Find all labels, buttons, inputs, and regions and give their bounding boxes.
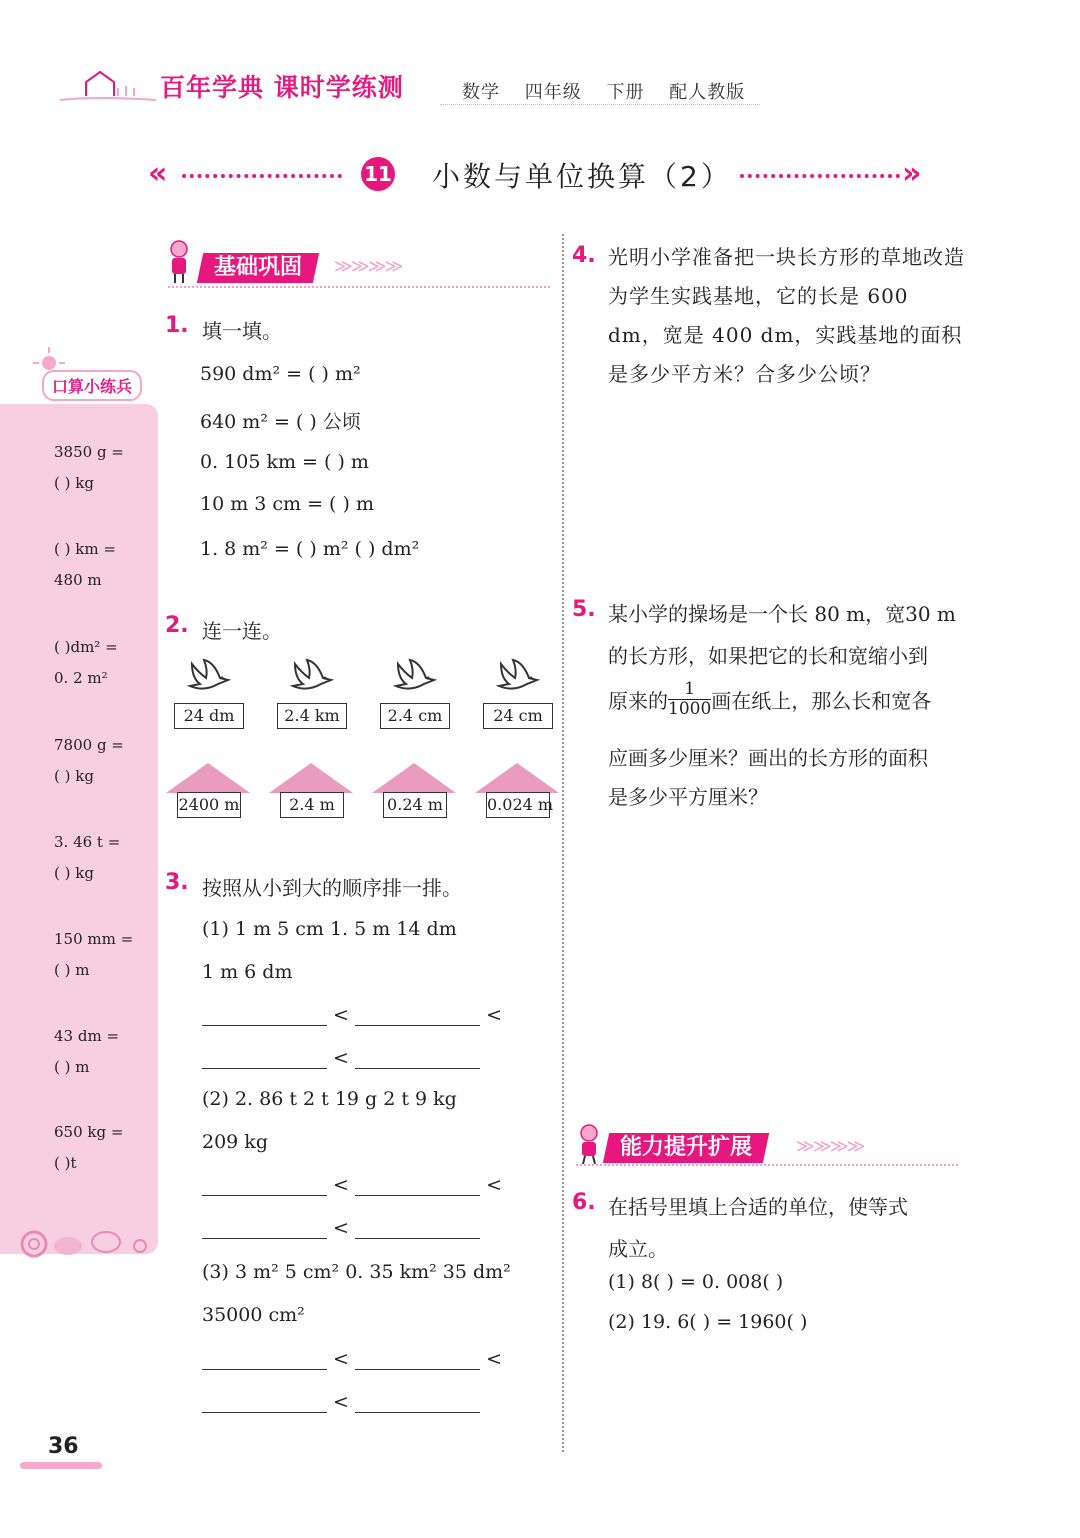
- q3-answer-row: < <: [202, 1174, 502, 1196]
- q5-line5: 是多少平方厘米？: [608, 785, 768, 809]
- answer-blank[interactable]: [202, 1175, 327, 1196]
- q2-bottom-box[interactable]: 2400 m: [177, 792, 241, 818]
- q1-line: 640 m² = ( ) 公顷: [200, 411, 361, 433]
- dove-icon: [184, 656, 232, 704]
- q4-text: 光明小学准备把一块长方形的草地改造为学生实践基地，它的长是 600 dm，宽是 400 dm，实践基地的面积是多少平方米？合多少公顷？: [608, 245, 965, 386]
- q2-top-box[interactable]: 2.4 km: [277, 703, 347, 729]
- q1-line: 590 dm² = ( ) m²: [200, 363, 361, 385]
- section-advanced-arrows: ≫≫≫≫: [796, 1136, 864, 1157]
- dove-icon: [390, 656, 438, 704]
- lesson-number: 11: [361, 157, 395, 191]
- sidebar-item: 150 mm = ( ) m: [54, 930, 134, 979]
- header-edition: 配人教版: [669, 82, 746, 103]
- q3-part1-line2: 1 m 6 dm: [202, 961, 293, 983]
- house-roof: [166, 763, 250, 793]
- q1-number: 1.: [165, 313, 189, 338]
- q6-line2: 成立。: [608, 1237, 668, 1261]
- q5-line1: 某小学的操场是一个长 80 m，宽30 m: [608, 602, 956, 626]
- q3-part2-line1: (2) 2. 86 t 2 t 19 g 2 t 9 kg: [202, 1088, 457, 1110]
- title-right-chevron-icon: »: [902, 156, 922, 191]
- answer-blank[interactable]: [202, 1349, 327, 1370]
- header-underline: [440, 104, 760, 105]
- sidebar-item: 43 dm = ( ) m: [54, 1027, 120, 1076]
- title-right-dots: [740, 174, 900, 178]
- q5-line3: 原来的 $\frac{1}{1000}$ 画在纸上，那么长和宽各: [608, 679, 932, 719]
- q3-number: 3.: [165, 870, 189, 895]
- header-subject: 数学: [462, 82, 500, 103]
- q5-fraction: $\frac{1}{1000}$: [668, 679, 712, 719]
- sidebar-item: 650 kg = ( )t: [54, 1123, 124, 1172]
- section-advanced-banner: 能力提升扩展: [603, 1133, 769, 1163]
- header-subtitle: [462, 78, 763, 104]
- q5-line2: 的长方形，如果把它的长和宽缩小到: [608, 644, 928, 668]
- q6-part: (1) 8( ) = 0. 008( ): [608, 1271, 784, 1293]
- q2-top-box[interactable]: 2.4 cm: [380, 703, 450, 729]
- q3-answer-row: < <: [202, 1004, 502, 1026]
- q2-prompt: 连一连。: [202, 619, 282, 643]
- q2-bottom-box[interactable]: 0.024 m: [486, 792, 550, 818]
- q3-prompt: 按照从小到大的顺序排一排。: [202, 876, 462, 900]
- q6-number: 6.: [572, 1190, 596, 1215]
- q2-bottom-box[interactable]: 0.24 m: [383, 792, 447, 818]
- header-volume: 下册: [606, 82, 645, 103]
- girl-mascot-icon: [166, 240, 192, 284]
- q1-line: 0. 105 km = ( ) m: [200, 451, 369, 473]
- sidebar-item: 3. 46 t = ( ) kg: [54, 833, 121, 882]
- q2-number: 2.: [165, 613, 189, 638]
- girl-mascot-icon: [574, 1124, 604, 1164]
- page-number-bar: [20, 1462, 102, 1469]
- column-divider: [562, 234, 564, 1452]
- q3-part1-line1: (1) 1 m 5 cm 1. 5 m 14 dm: [202, 918, 457, 940]
- sidebar-item: ( ) km = 480 m: [54, 540, 116, 589]
- q2-top-box[interactable]: 24 cm: [483, 703, 553, 729]
- q1-line: 1. 8 m² = ( ) m² ( ) dm²: [200, 538, 420, 560]
- page-number: 36: [48, 1434, 79, 1459]
- header-house-icon: [56, 66, 166, 106]
- q6-part: (2) 19. 6( ) = 1960( ): [608, 1311, 808, 1333]
- q2-top-box[interactable]: 24 dm: [174, 703, 244, 729]
- house-roof: [269, 763, 353, 793]
- answer-blank[interactable]: [355, 1349, 480, 1370]
- lesson-title: 小数与单位换算（2）: [432, 160, 732, 193]
- sidebar-swirl-decoration-icon: [16, 1224, 156, 1266]
- q3-answer-row: <: [202, 1217, 480, 1239]
- header-brand: 百年学典 课时学练测: [160, 73, 404, 102]
- q2-bottom-box[interactable]: 2.4 m: [280, 792, 344, 818]
- q4-number: 4.: [572, 243, 596, 268]
- answer-blank[interactable]: [355, 1005, 480, 1026]
- section-basic-underline: [168, 286, 550, 288]
- q1-line: 10 m 3 cm = ( ) m: [200, 493, 374, 515]
- answer-blank[interactable]: [355, 1048, 480, 1069]
- q3-part2-line2: 209 kg: [202, 1131, 268, 1153]
- section-advanced-underline: [576, 1164, 958, 1166]
- q3-part3-line1: (3) 3 m² 5 cm² 0. 35 km² 35 dm²: [202, 1261, 511, 1283]
- title-left-dots: [182, 174, 342, 178]
- q3-answer-row: <: [202, 1047, 480, 1069]
- answer-blank[interactable]: [355, 1392, 480, 1413]
- q3-answer-row: <: [202, 1391, 480, 1413]
- answer-blank[interactable]: [355, 1218, 480, 1239]
- q1-prompt: 填一填。: [202, 319, 282, 343]
- dove-icon: [493, 656, 541, 704]
- sidebar-item: 7800 g = ( ) kg: [54, 736, 124, 785]
- dove-icon: [287, 656, 335, 704]
- q5-number: 5.: [572, 597, 596, 622]
- q3-part3-line2: 35000 cm²: [202, 1304, 305, 1326]
- sidebar-title: 口算小练兵: [42, 370, 142, 401]
- house-roof: [372, 763, 456, 793]
- header-grade: 四年级: [524, 82, 582, 103]
- q5-line4: 应画多少厘米？画出的长方形的面积: [608, 746, 928, 770]
- answer-blank[interactable]: [202, 1392, 327, 1413]
- q3-answer-row: < <: [202, 1348, 502, 1370]
- section-basic-banner: 基础巩固: [197, 253, 319, 283]
- sidebar-item: 3850 g = ( ) kg: [54, 443, 124, 492]
- section-basic-arrows: ≫≫≫≫: [334, 256, 402, 277]
- title-left-chevron-icon: «: [148, 156, 168, 191]
- house-roof: [475, 763, 559, 793]
- answer-blank[interactable]: [355, 1175, 480, 1196]
- sidebar-item: ( )dm² = 0. 2 m²: [54, 638, 118, 687]
- answer-blank[interactable]: [202, 1005, 327, 1026]
- q6-line1: 在括号里填上合适的单位，使等式: [608, 1195, 908, 1219]
- answer-blank[interactable]: [202, 1218, 327, 1239]
- answer-blank[interactable]: [202, 1048, 327, 1069]
